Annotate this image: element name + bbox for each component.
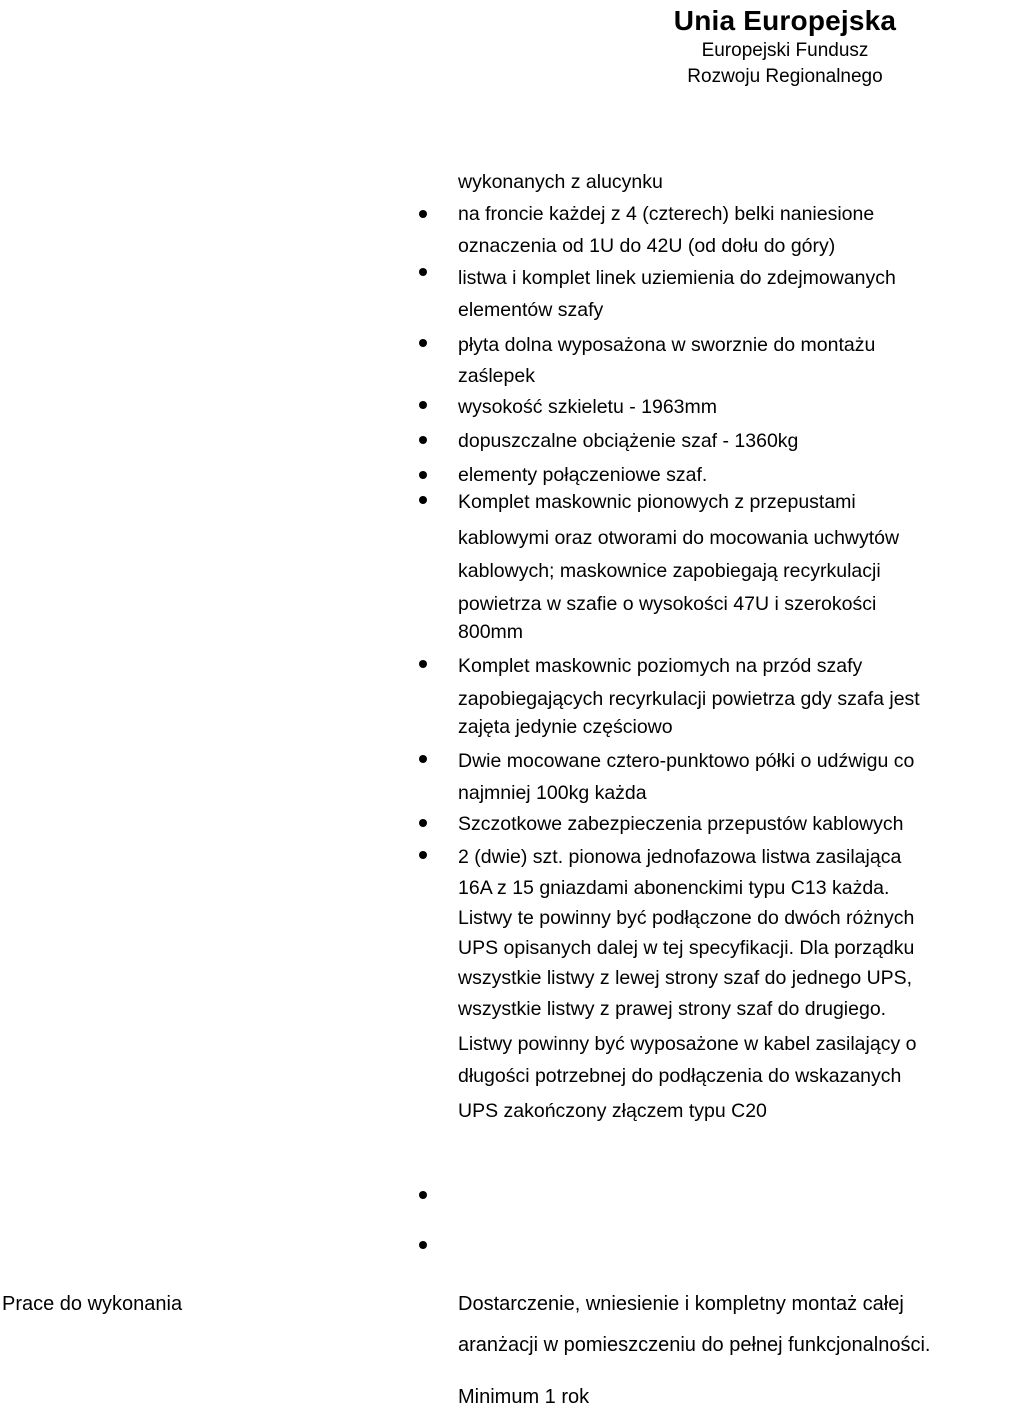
spec-line: 16A z 15 gniazdami abonenckimi typu C13 każda.	[458, 877, 890, 899]
spec-line: Dwie mocowane cztero-punktowo półki o udźwigu co	[458, 750, 915, 772]
spec-line: zajęta jedynie częściowo	[458, 716, 673, 738]
spec-line: powietrza w szafie o wysokości 47U i szerokości	[458, 593, 877, 615]
spec-line: Szczotkowe zabezpieczenia przepustów kablowych	[458, 813, 904, 835]
bullet-icon	[419, 471, 427, 479]
spec-line: 2 (dwie) szt. pionowa jednofazowa listwa zasilająca	[458, 846, 902, 868]
bullet-icon	[419, 210, 427, 218]
spec-line: dopuszczalne obciążenie szaf - 1360kg	[458, 430, 799, 452]
work-note: Minimum 1 rok	[458, 1386, 590, 1408]
spec-line: zaślepek	[458, 365, 535, 387]
header-subtitle-line1: Europejski Fundusz	[701, 40, 869, 61]
spec-line: UPS opisanych dalej w tej specyfikacji. Dla porządku	[458, 937, 915, 959]
spec-line: Komplet maskownic poziomych na przód szafy	[458, 655, 863, 677]
work-label: Prace do wykonania	[2, 1293, 183, 1315]
spec-line: elementy połączeniowe szaf.	[458, 464, 708, 486]
work-description-line1: Dostarczenie, wniesienie i kompletny montaż całej	[458, 1293, 904, 1315]
bullet-icon	[419, 1191, 427, 1199]
bullet-icon	[419, 755, 427, 763]
spec-line: płyta dolna wyposażona w sworznie do montażu	[458, 334, 876, 356]
eu-header	[560, 4, 1010, 90]
bullet-icon	[419, 436, 427, 444]
spec-line: wysokość szkieletu - 1963mm	[458, 396, 718, 418]
bullet-icon	[419, 268, 427, 276]
spec-line: wszystkie listwy z lewej strony szaf do jednego UPS,	[458, 967, 913, 989]
bullet-icon	[419, 401, 427, 409]
spec-line: na froncie każdej z 4 (czterech) belki naniesione	[458, 203, 875, 225]
spec-line: 800mm	[458, 621, 524, 643]
work-description-line2: aranżacji w pomieszczeniu do pełnej funkcjonalności.	[458, 1334, 931, 1356]
spec-line: elementów szafy	[458, 299, 604, 321]
spec-line: zapobiegających recyrkulacji powietrza gdy szafa jest	[458, 688, 920, 710]
spec-line: kablowymi oraz otworami do mocowania uchwytów	[458, 527, 900, 549]
spec-line: Listwy te powinny być podłączone do dwóch różnych	[458, 907, 915, 929]
spec-line: kablowych; maskownice zapobiegają recyrkulacji	[458, 560, 881, 582]
bullet-icon	[419, 496, 427, 504]
spec-line: długości potrzebnej do podłączenia do wskazanych	[458, 1065, 902, 1087]
header-subtitle-line2: Rozwoju Regionalnego	[687, 66, 883, 87]
bullet-icon	[419, 819, 427, 827]
bullet-icon	[419, 851, 427, 859]
header-title: Unia Europejska	[673, 5, 897, 36]
spec-line: najmniej 100kg każda	[458, 782, 647, 804]
spec-line: listwa i komplet linek uziemienia do zdejmowanych	[458, 267, 896, 289]
bullet-icon	[419, 660, 427, 668]
bullet-icon	[419, 339, 427, 347]
spec-line: UPS zakończony złączem typu C20	[458, 1100, 767, 1122]
spec-line: Komplet maskownic pionowych z przepustami	[458, 491, 856, 513]
spec-line: wszystkie listwy z prawej strony szaf do drugiego.	[458, 998, 887, 1020]
spec-line: oznaczenia od 1U do 42U (od dołu do góry)	[458, 235, 836, 257]
spec-line: wykonanych z alucynku	[458, 171, 663, 193]
spec-line: Listwy powinny być wyposażone w kabel zasilający o	[458, 1033, 917, 1055]
bullet-icon	[419, 1241, 427, 1249]
